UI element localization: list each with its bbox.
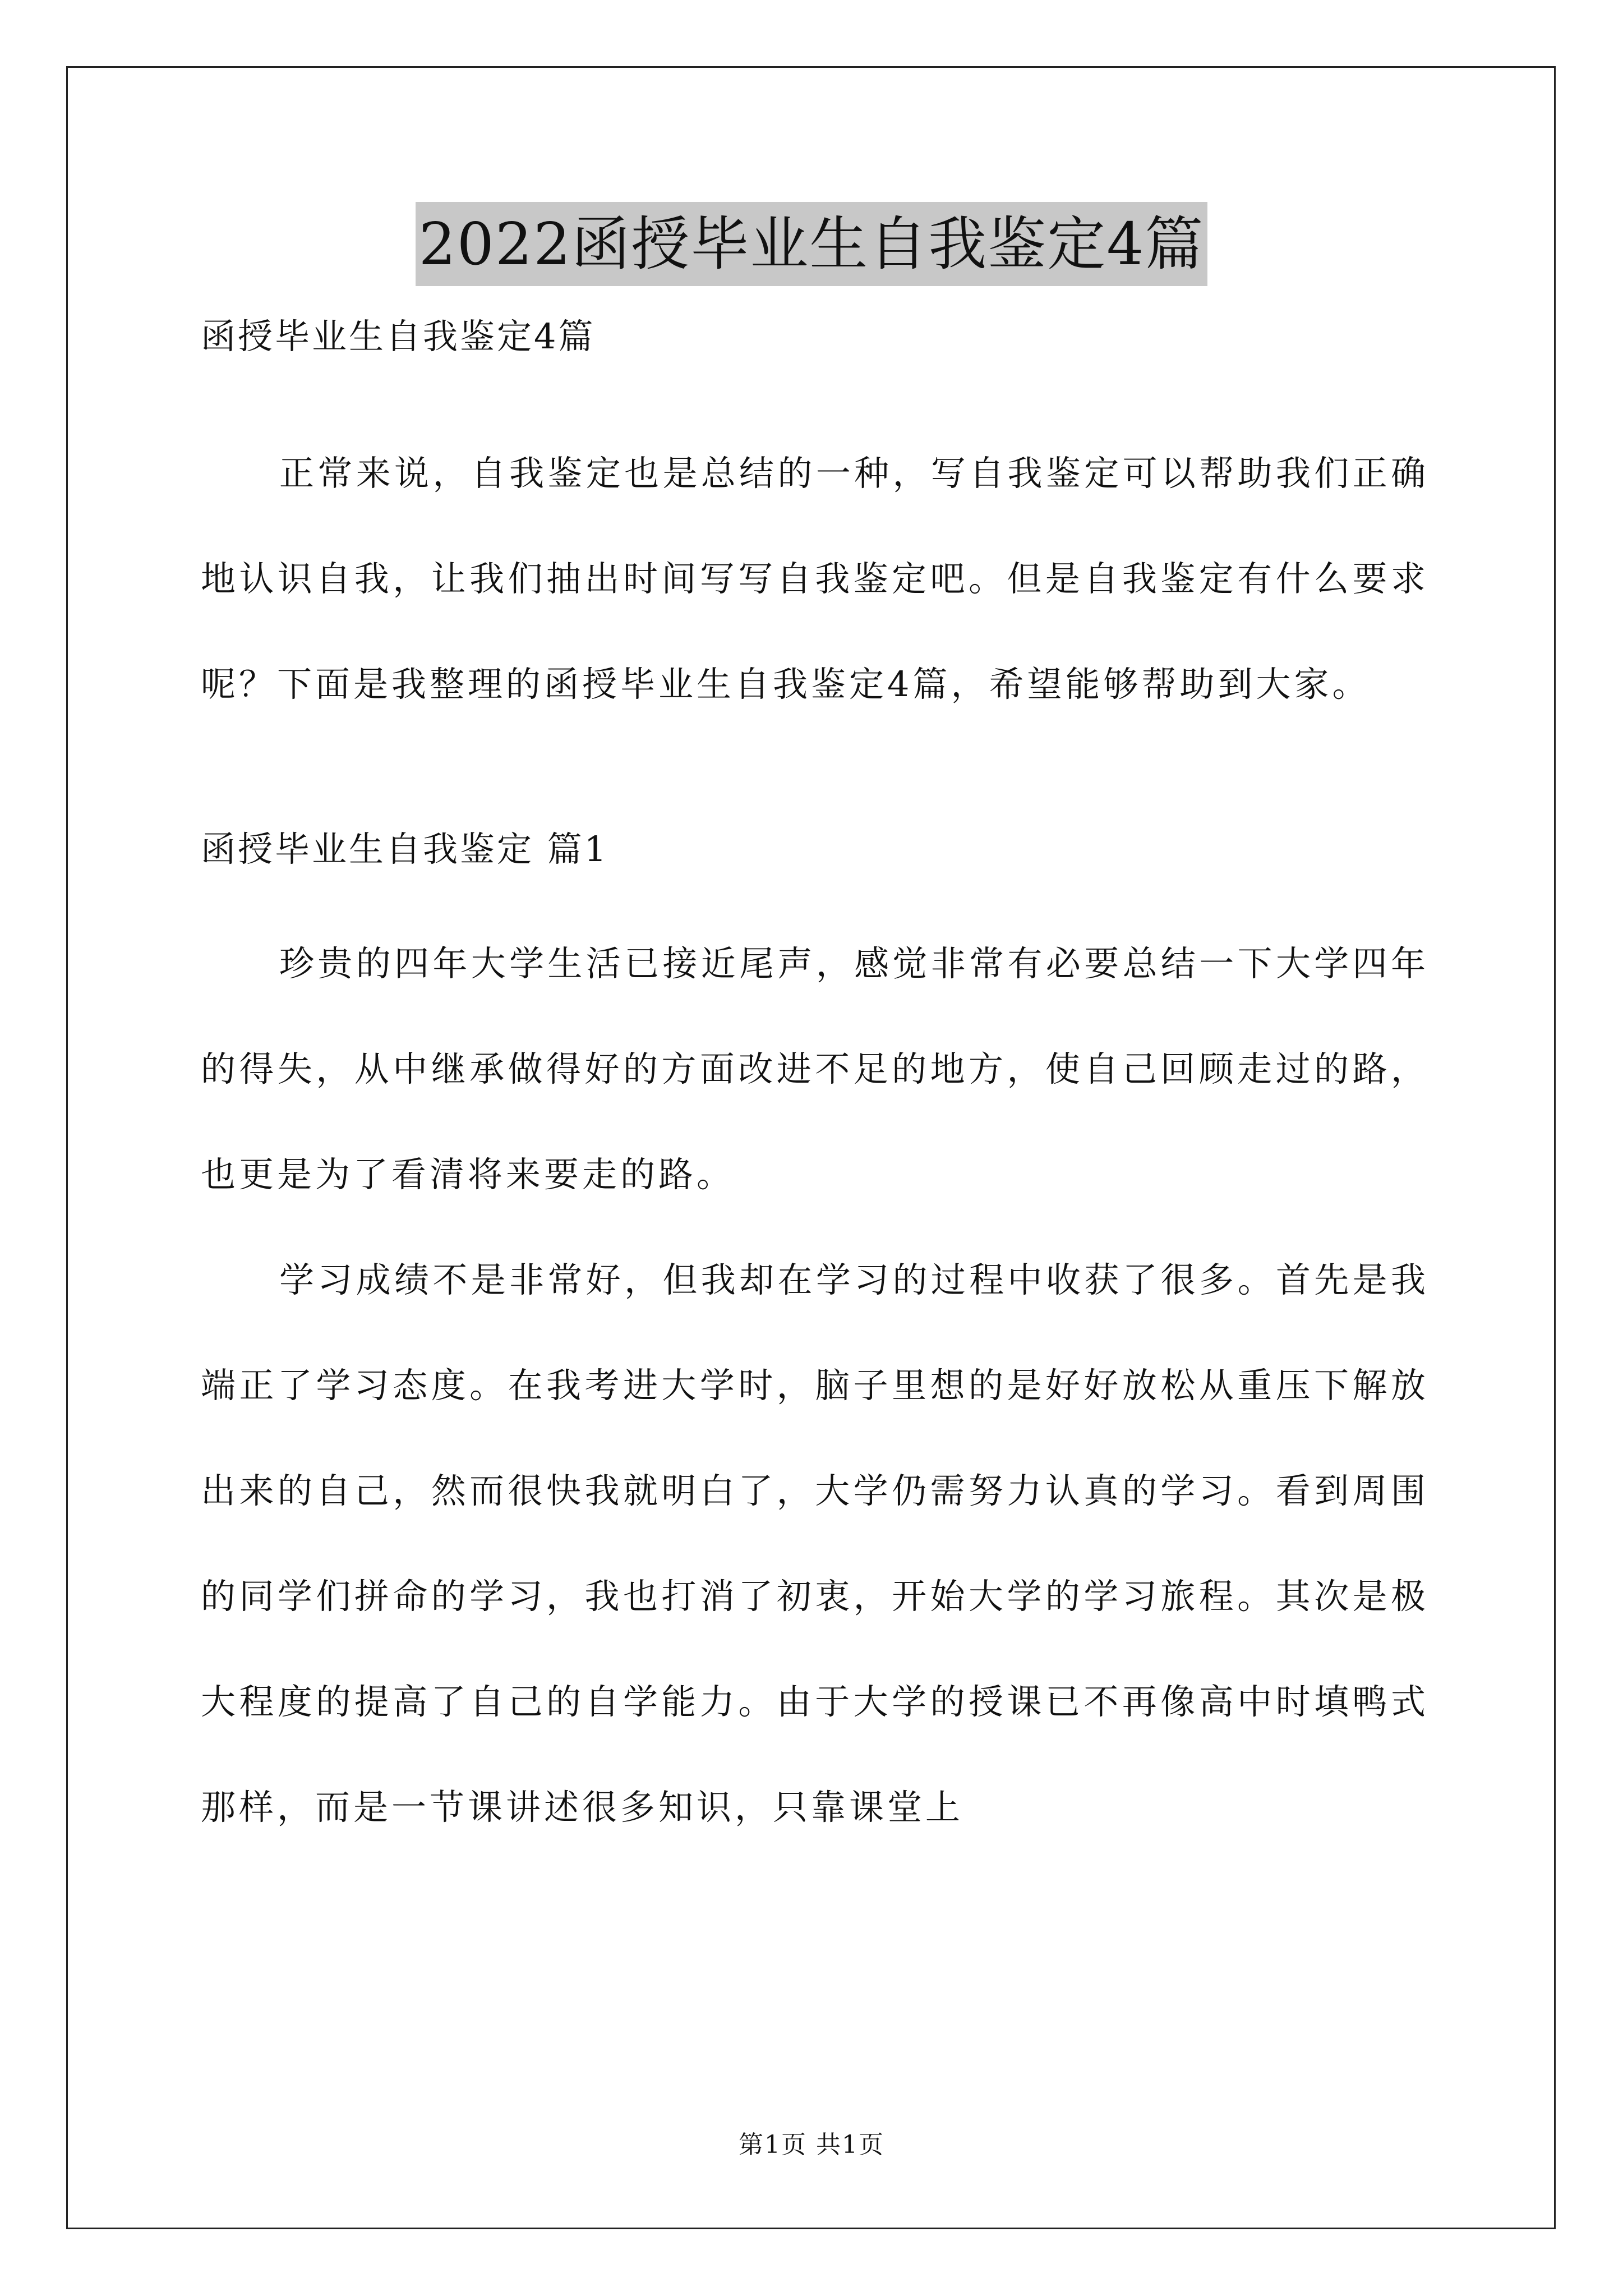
body-paragraph-1: 珍贵的四年大学生活已接近尾声，感觉非常有必要总结一下大学四年的得失，从中继承做得好的方面改进不足的地方，使自己回顾走过的路，也更是为了看清将来要走的路。: [201, 943, 1429, 1195]
document-title: 2022函授毕业生自我鉴定4篇: [416, 202, 1208, 286]
title-container: [0, 202, 1623, 286]
document-body: [201, 314, 1429, 1860]
page-footer: 第1页 共1页: [739, 2131, 884, 2159]
section-heading: 函授毕业生自我鉴定 篇1: [201, 829, 609, 869]
section-gap: [201, 737, 1429, 827]
body-paragraph-2: 学习成绩不是非常好，但我却在学习的过程中收获了很多。首先是我端正了学习态度。在我考进大学时，脑子里想的是好好放松从重压下解放出来的自己，然而很快我就明白了，大学仍需努力认真的学习。看到周围的同学们拼命的学习，我也打消了初衷，开始大学的学习旅程。其次是极大程度的提高了自己的自学能力。由于大学的授课已不再像高中时填鸭式那样，而是一节课讲述很多知识，只靠课堂上: [201, 1259, 1429, 1828]
intro-paragraph: 正常来说，自我鉴定也是总结的一种，写自我鉴定可以帮助我们正确地认识自我，让我们抽出时间写写自我鉴定吧。但是自我鉴定有什么要求呢？下面是我整理的函授毕业生自我鉴定4篇，希望能够帮助到大家。: [201, 453, 1429, 705]
document-subtitle: 函授毕业生自我鉴定4篇: [201, 316, 596, 357]
